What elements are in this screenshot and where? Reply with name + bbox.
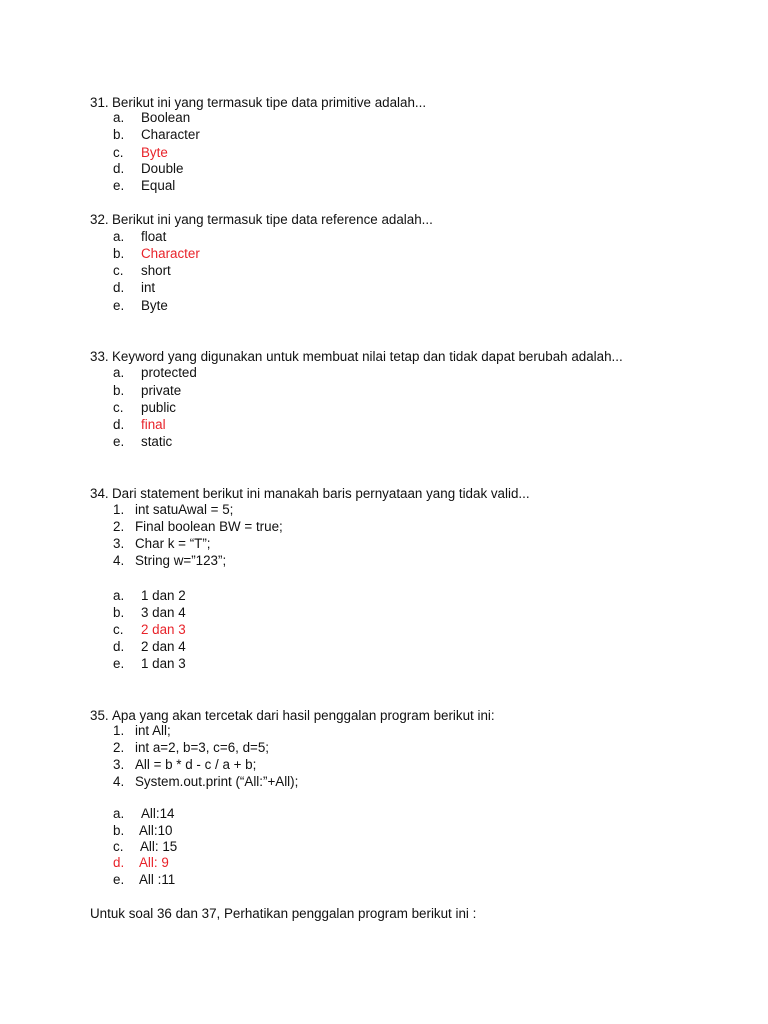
question-text: Berikut ini yang termasuk tipe data reference adalah... (112, 212, 433, 227)
option-letter-correct: d. (113, 855, 125, 870)
question-text: Berikut ini yang termasuk tipe data primitive adalah... (112, 95, 427, 110)
statement-text: int a=2, b=3, c=6, d=5; (135, 740, 270, 755)
option-text: float (141, 229, 167, 244)
statement-text: String w=”123”; (135, 553, 227, 568)
option-letter: d. (113, 639, 125, 654)
option-text: Double (141, 161, 184, 176)
option-letter: d. (113, 161, 125, 176)
statement-number: 3. (113, 757, 125, 772)
option-text-correct: final (141, 417, 166, 432)
option-letter: e. (113, 656, 125, 671)
option-letter: c. (113, 622, 124, 637)
option-text: int (141, 280, 156, 295)
option-text: Character (141, 127, 200, 142)
section-intro-text: Untuk soal 36 dan 37, Perhatikan penggalan program berikut ini : (90, 906, 477, 921)
option-text-correct: Byte (141, 145, 168, 160)
option-text-correct: 2 dan 3 (141, 622, 186, 637)
statement-text: int satuAwal = 5; (135, 502, 234, 517)
statement-number: 1. (113, 723, 125, 738)
question-number: 32. (90, 212, 109, 227)
option-text: All:10 (139, 823, 173, 838)
statement-text: System.out.print (“All:”+All); (135, 774, 299, 789)
option-letter: b. (113, 605, 125, 620)
option-text-correct: All: 9 (139, 855, 169, 870)
option-text: protected (141, 365, 197, 380)
option-letter: e. (113, 872, 125, 887)
statement-number: 1. (113, 502, 125, 517)
option-text: All:14 (141, 806, 175, 821)
option-letter: a. (113, 365, 125, 380)
option-text-correct: Character (141, 246, 200, 261)
question-number: 33. (90, 349, 109, 364)
option-text: Byte (141, 298, 168, 313)
statement-text: Char k = “T”; (135, 536, 211, 551)
option-text: 2 dan 4 (141, 639, 186, 654)
question-text: Apa yang akan tercetak dari hasil penggalan program berikut ini: (112, 708, 495, 723)
question-number: 35. (90, 708, 109, 723)
option-text: 1 dan 2 (141, 588, 186, 603)
statement-text: int All; (135, 723, 171, 738)
question-number: 34. (90, 486, 109, 501)
question-text: Dari statement berikut ini manakah baris pernyataan yang tidak valid... (112, 486, 530, 501)
option-text: 3 dan 4 (141, 605, 186, 620)
statement-number: 2. (113, 740, 125, 755)
option-letter: a. (113, 588, 125, 603)
option-text: short (141, 263, 171, 278)
option-text: Boolean (141, 110, 191, 125)
option-letter: c. (113, 400, 124, 415)
statement-number: 2. (113, 519, 125, 534)
option-letter: a. (113, 806, 125, 821)
option-text: private (141, 383, 182, 398)
option-letter: a. (113, 110, 125, 125)
statement-number: 3. (113, 536, 125, 551)
option-text: 1 dan 3 (141, 656, 186, 671)
option-letter: c. (113, 839, 124, 854)
statement-text: All = b * d - c / a + b; (135, 757, 257, 772)
option-text: Equal (141, 178, 176, 193)
statement-number: 4. (113, 553, 125, 568)
option-letter: e. (113, 178, 125, 193)
question-number: 31. (90, 95, 109, 110)
option-letter: b. (113, 246, 125, 261)
option-text: static (141, 434, 173, 449)
option-text: All: 15 (140, 839, 178, 854)
option-letter: b. (113, 127, 125, 142)
option-letter: c. (113, 263, 124, 278)
statement-text: Final boolean BW = true; (135, 519, 283, 534)
option-letter: e. (113, 434, 125, 449)
option-letter: b. (113, 383, 125, 398)
option-letter: d. (113, 417, 125, 432)
statement-number: 4. (113, 774, 125, 789)
option-letter: a. (113, 229, 125, 244)
option-text: All :11 (139, 872, 176, 887)
option-letter: d. (113, 280, 125, 295)
question-text: Keyword yang digunakan untuk membuat nilai tetap dan tidak dapat berubah adalah... (112, 349, 623, 364)
option-letter: c. (113, 145, 124, 160)
option-letter: e. (113, 298, 125, 313)
option-text: public (141, 400, 176, 415)
option-letter: b. (113, 823, 125, 838)
